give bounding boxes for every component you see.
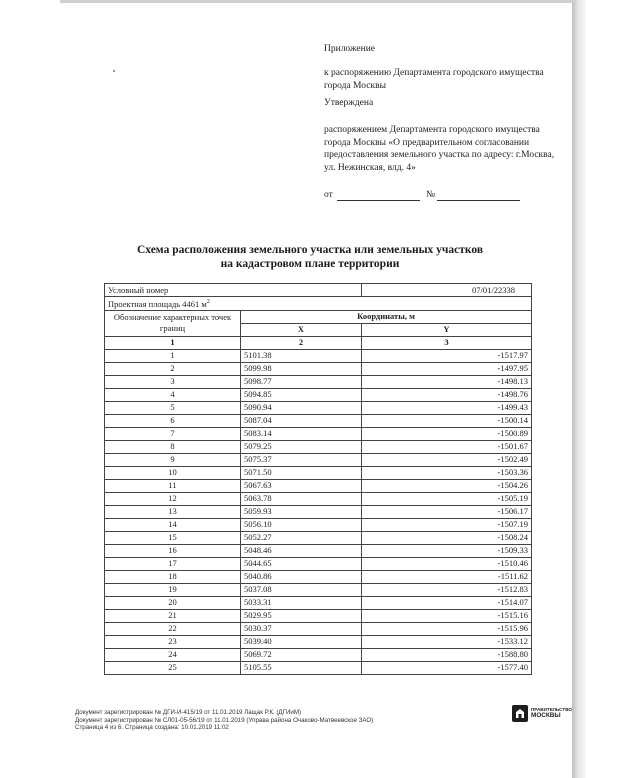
logo-text-line-1: ПРАВИТЕЛЬСТВО bbox=[531, 707, 572, 712]
x-coordinate-cell: 5048.46 bbox=[241, 544, 362, 557]
point-number-cell: 22 bbox=[105, 622, 241, 635]
title-line-2: на кадастровом плане территории bbox=[220, 258, 400, 270]
point-number-cell: 3 bbox=[105, 375, 241, 388]
area-row bbox=[105, 297, 532, 311]
point-number-cell: 12 bbox=[105, 492, 241, 505]
y-coordinate-cell: -1577.40 bbox=[362, 661, 532, 674]
table-row bbox=[105, 518, 532, 531]
point-number-cell: 5 bbox=[105, 401, 241, 414]
point-number-cell: 10 bbox=[105, 466, 241, 479]
table-row bbox=[105, 648, 532, 661]
x-coordinate-cell: 5056.10 bbox=[241, 518, 362, 531]
x-coordinate-cell: 5098.77 bbox=[241, 375, 362, 388]
scan-edge-shadow bbox=[572, 0, 586, 778]
x-coordinate-cell: 5071.50 bbox=[241, 466, 362, 479]
table-row bbox=[105, 661, 532, 674]
table-row bbox=[105, 492, 532, 505]
footer-line-3: Страница 4 из 6. Страница создана: 10.01.2019 11:02 bbox=[75, 724, 229, 732]
x-coordinate-cell: 5029.95 bbox=[241, 609, 362, 622]
point-number-cell: 13 bbox=[105, 505, 241, 518]
x-coordinate-cell: 5083.14 bbox=[241, 427, 362, 440]
y-coordinate-cell: -1498.76 bbox=[362, 388, 532, 401]
table-row bbox=[105, 440, 532, 453]
x-coordinate-cell: 5090.94 bbox=[241, 401, 362, 414]
col-x-header: X bbox=[241, 323, 362, 336]
y-coordinate-cell: -1506.17 bbox=[362, 505, 532, 518]
appendix-label: Приложение bbox=[324, 44, 375, 54]
y-coordinate-cell: -1502.49 bbox=[362, 453, 532, 466]
y-coordinate-cell: -1510.46 bbox=[362, 557, 532, 570]
point-number-cell: 6 bbox=[105, 414, 241, 427]
y-coordinate-cell: -1515.16 bbox=[362, 609, 532, 622]
point-number-cell: 18 bbox=[105, 570, 241, 583]
number-blank-line bbox=[437, 200, 520, 201]
point-number-cell: 9 bbox=[105, 453, 241, 466]
y-coordinate-cell: -1509.33 bbox=[362, 544, 532, 557]
y-coordinate-cell: -1508.24 bbox=[362, 531, 532, 544]
col-designation-header: Обозначение характерных точек границ bbox=[105, 310, 241, 336]
table-row bbox=[105, 635, 532, 648]
table-row bbox=[105, 531, 532, 544]
x-coordinate-cell: 5099.98 bbox=[241, 362, 362, 375]
x-coordinate-cell: 5037.08 bbox=[241, 583, 362, 596]
x-coordinate-cell: 5063.78 bbox=[241, 492, 362, 505]
table-row bbox=[105, 349, 532, 362]
area-cell bbox=[105, 297, 532, 311]
y-coordinate-cell: -1504.26 bbox=[362, 479, 532, 492]
logo-emblem-icon bbox=[515, 708, 525, 719]
point-number-cell: 25 bbox=[105, 661, 241, 674]
x-coordinate-cell: 5040.86 bbox=[241, 570, 362, 583]
approved-label: Утверждена bbox=[324, 98, 374, 108]
document-title bbox=[100, 243, 520, 271]
number-sign-label: № bbox=[426, 190, 436, 200]
table-row bbox=[105, 414, 532, 427]
table-row bbox=[105, 557, 532, 570]
logo-text-line-2: МОСКВЫ bbox=[531, 712, 561, 719]
date-blank-line bbox=[337, 200, 420, 201]
table-row bbox=[105, 375, 532, 388]
x-coordinate-cell: 5067.63 bbox=[241, 479, 362, 492]
cond-number-label: Условный номер bbox=[105, 284, 362, 297]
y-coordinate-cell: -1507.19 bbox=[362, 518, 532, 531]
y-coordinate-cell: -1517.97 bbox=[362, 349, 532, 362]
cond-number-row bbox=[105, 284, 532, 297]
y-coordinate-cell: -1503.36 bbox=[362, 466, 532, 479]
moscow-government-logo-icon bbox=[512, 705, 528, 722]
y-coordinate-cell: -1511.62 bbox=[362, 570, 532, 583]
y-coordinate-cell: -1497.95 bbox=[362, 362, 532, 375]
point-number-cell: 7 bbox=[105, 427, 241, 440]
table-row bbox=[105, 362, 532, 375]
x-coordinate-cell: 5069.72 bbox=[241, 648, 362, 661]
y-coordinate-cell: -1501.67 bbox=[362, 440, 532, 453]
area-unit-sup: 2 bbox=[206, 299, 210, 305]
y-coordinate-cell: -1500.89 bbox=[362, 427, 532, 440]
cond-number-value: 07/01/22338 bbox=[362, 284, 532, 297]
x-coordinate-cell: 5030.37 bbox=[241, 622, 362, 635]
point-number-cell: 1 bbox=[105, 349, 241, 362]
col-num-1: 1 bbox=[105, 336, 241, 349]
point-number-cell: 20 bbox=[105, 596, 241, 609]
table-row bbox=[105, 427, 532, 440]
point-number-cell: 23 bbox=[105, 635, 241, 648]
table-row bbox=[105, 609, 532, 622]
footer-line-2: Документ зарегистрирован № СЛ01-05-56/19 от 11.01.2019 (Управа района Очаково-Матвеевское ЗАО) bbox=[75, 716, 374, 724]
col-num-2: 2 bbox=[241, 336, 362, 349]
point-number-cell: 17 bbox=[105, 557, 241, 570]
x-coordinate-cell: 5094.85 bbox=[241, 388, 362, 401]
order-reference: к распоряжению Департамента городского имущества города Москвы bbox=[324, 68, 544, 91]
x-coordinate-cell: 5101.38 bbox=[241, 349, 362, 362]
title-line-1: Схема расположения земельного участка или земельных участков bbox=[136, 244, 484, 256]
scan-top-edge bbox=[60, 0, 574, 3]
point-number-cell: 19 bbox=[105, 583, 241, 596]
table-row bbox=[105, 401, 532, 414]
y-coordinate-cell: -1505.19 bbox=[362, 492, 532, 505]
x-coordinate-cell: 5059.93 bbox=[241, 505, 362, 518]
x-coordinate-cell: 5075.37 bbox=[241, 453, 362, 466]
col-y-header: Y bbox=[362, 323, 532, 336]
point-number-cell: 16 bbox=[105, 544, 241, 557]
point-number-cell: 24 bbox=[105, 648, 241, 661]
date-from-label: от bbox=[324, 190, 333, 200]
point-number-cell: 15 bbox=[105, 531, 241, 544]
x-coordinate-cell: 5052.27 bbox=[241, 531, 362, 544]
y-coordinate-cell: -1533.12 bbox=[362, 635, 532, 648]
table-row bbox=[105, 570, 532, 583]
y-coordinate-cell: -1514.07 bbox=[362, 596, 532, 609]
coordinates-table bbox=[104, 283, 532, 675]
scan-speck bbox=[113, 70, 115, 72]
table-row bbox=[105, 388, 532, 401]
approved-by-text: распоряжением Департамента городского имущества города Москвы «О предварительном согласовании предоставления земельного участка по адресу: г.Москва, ул. Нежинская, влд. 4» bbox=[324, 125, 555, 173]
y-coordinate-cell: -1515.96 bbox=[362, 622, 532, 635]
y-coordinate-cell: -1512.83 bbox=[362, 583, 532, 596]
x-coordinate-cell: 5105.55 bbox=[241, 661, 362, 674]
y-coordinate-cell: -1500.14 bbox=[362, 414, 532, 427]
table-row bbox=[105, 505, 532, 518]
column-number-row bbox=[105, 336, 532, 349]
point-number-cell: 2 bbox=[105, 362, 241, 375]
col-num-3: 3 bbox=[362, 336, 532, 349]
table-row bbox=[105, 466, 532, 479]
point-number-cell: 21 bbox=[105, 609, 241, 622]
table-row bbox=[105, 596, 532, 609]
x-coordinate-cell: 5039.40 bbox=[241, 635, 362, 648]
x-coordinate-cell: 5044.65 bbox=[241, 557, 362, 570]
y-coordinate-cell: -1499.43 bbox=[362, 401, 532, 414]
table-row bbox=[105, 583, 532, 596]
header-row-1 bbox=[105, 310, 532, 323]
area-label: Проектная площадь 4461 м bbox=[108, 298, 207, 309]
y-coordinate-cell: -1588.80 bbox=[362, 648, 532, 661]
footer-line-1: Документ зарегистрирован № ДГИ-И-415/19 от 11.01.2019 Лащак Р.К. (ДГИиМ) bbox=[75, 709, 302, 716]
table-row bbox=[105, 622, 532, 635]
point-number-cell: 11 bbox=[105, 479, 241, 492]
x-coordinate-cell: 5079.25 bbox=[241, 440, 362, 453]
table-row bbox=[105, 544, 532, 557]
point-number-cell: 4 bbox=[105, 388, 241, 401]
point-number-cell: 8 bbox=[105, 440, 241, 453]
point-number-cell: 14 bbox=[105, 518, 241, 531]
registration-footer bbox=[75, 709, 373, 732]
col-coords-header: Координаты, м bbox=[241, 310, 532, 323]
x-coordinate-cell: 5087.04 bbox=[241, 414, 362, 427]
y-coordinate-cell: -1498.13 bbox=[362, 375, 532, 388]
table-row bbox=[105, 479, 532, 492]
x-coordinate-cell: 5033.31 bbox=[241, 596, 362, 609]
table-row bbox=[105, 453, 532, 466]
